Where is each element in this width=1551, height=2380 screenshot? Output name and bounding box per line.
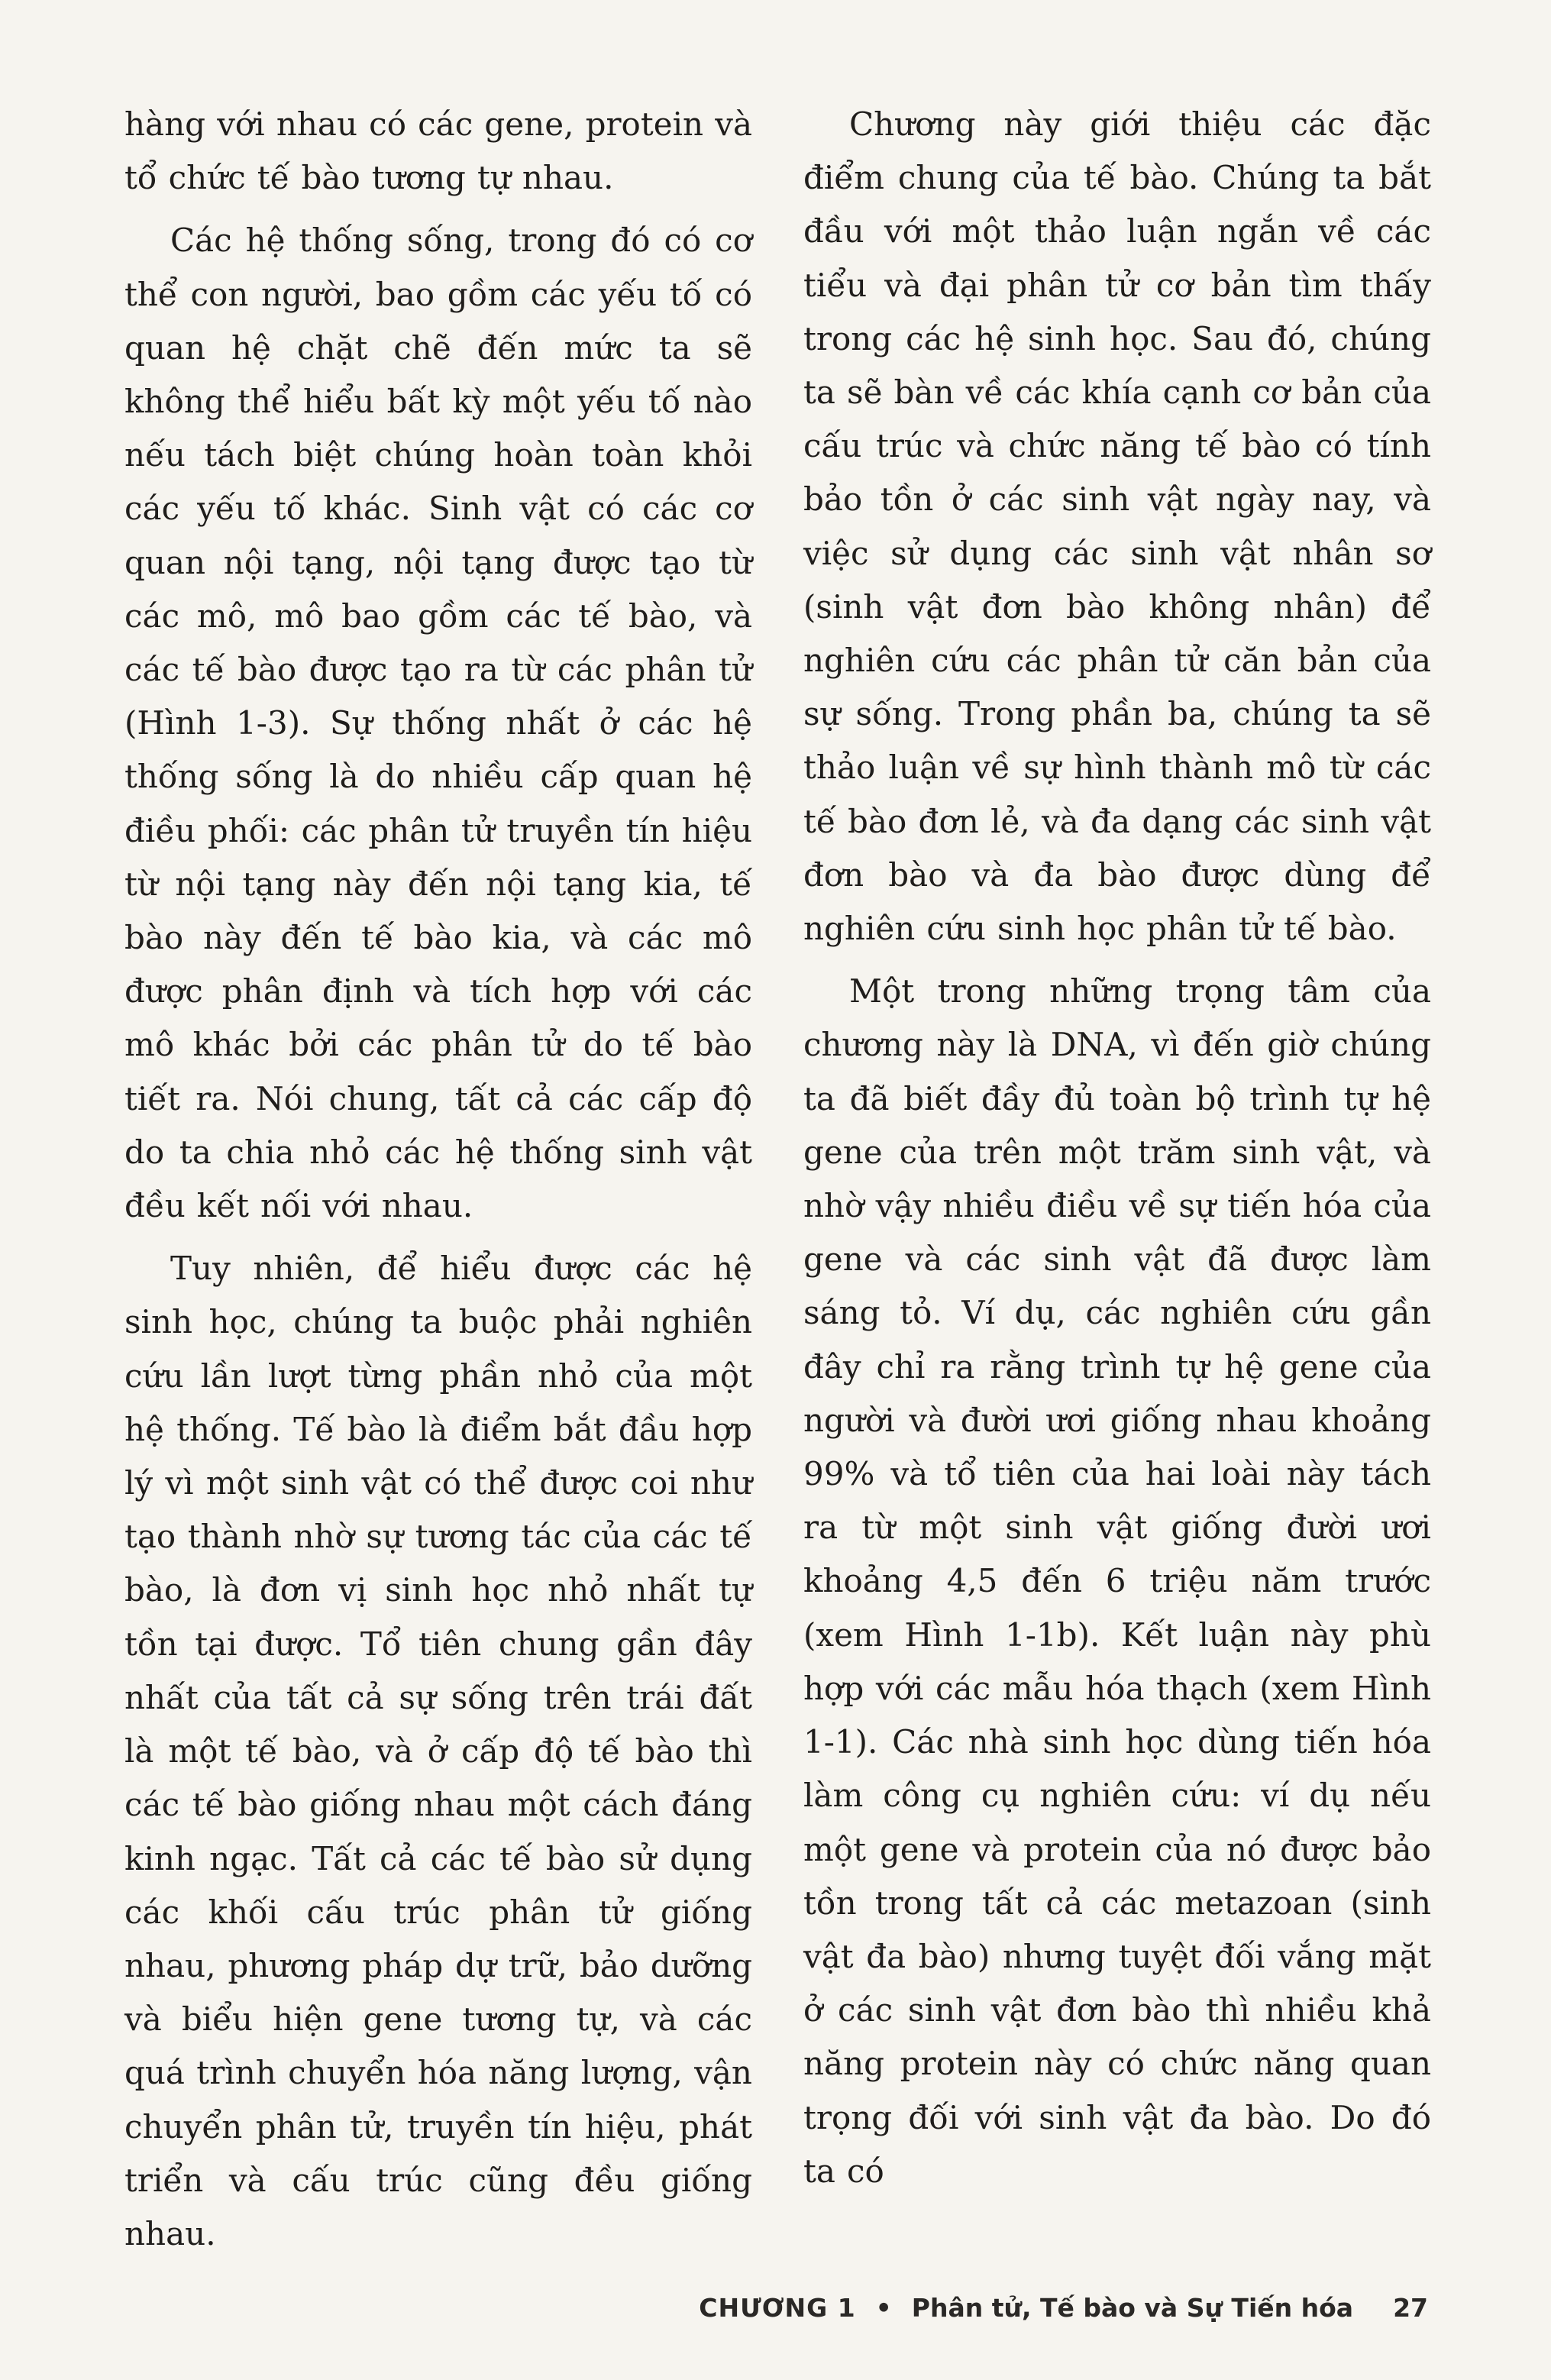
page-number: 27 — [1393, 2293, 1428, 2323]
paragraph: hàng với nhau có các gene, protein và tổ chức tế bào tương tự nhau. — [124, 105, 752, 197]
page-footer — [0, 2293, 1428, 2323]
left-column — [124, 98, 752, 2270]
chapter-title: Phân tử, Tế bào và Sự Tiến hóa — [911, 2293, 1354, 2323]
paragraph: Tuy nhiên, để hiểu được các hệ sinh học, chúng ta buộc phải nghiên cứu lần lượt từng phần nhỏ của một hệ thống. Tế bào là điểm bắt đầu hợp lý vì một sinh vật có thể được coi như tạo thành nhờ sự tương tác của các tế bào, là đơn vị sinh học nhỏ nhất tự tồn tại được. Tổ tiên chung gần đây nhất của tất cả sự sống trên trái đất là một tế bào, và ở cấp độ tế bào thì các tế bào giống nhau một cách đáng kinh ngạc. Tất cả các tế bào sử dụng các khối cấu trúc phân tử giống nhau, phương pháp dự trữ, bảo dưỡng và biểu hiện gene tương tự, và các quá trình chuyển hóa năng lượng, vận chuyển phân tử, truyền tín hiệu, phát triển và cấu trúc cũng đều giống nhau. — [124, 1250, 752, 2252]
chapter-label: CHƯƠNG 1 — [699, 2293, 856, 2323]
paragraph: Các hệ thống sống, trong đó có cơ thể con người, bao gồm các yếu tố có quan hệ chặt chẽ đến mức ta sẽ không thể hiểu bất kỳ một yếu tố nào nếu tách biệt chúng hoàn toàn khỏi các yếu tố khác. Sinh vật có các cơ quan nội tạng, nội tạng được tạo từ các mô, mô bao gồm các tế bào, và các tế bào được tạo ra từ các phân tử (Hình 1-3). Sự thống nhất ở các hệ thống sống là do nhiều cấp quan hệ điều phối: các phân tử truyền tín hiệu từ nội tạng này đến nội tạng kia, tế bào này đến tế bào kia, và các mô được phân định và tích hợp với các mô khác bởi các phân tử do tế bào tiết ra. Nói chung, tất cả các cấp độ do ta chia nhỏ các hệ thống sinh vật đều kết nối với nhau. — [124, 222, 752, 1225]
paragraph: Một trong những trọng tâm của chương này là DNA, vì đến giờ chúng ta đã biết đầy đủ toàn bộ trình tự hệ gene của trên một trăm sinh vật, và nhờ vậy nhiều điều về sự tiến hóa của gene và các sinh vật đã được làm sáng tỏ. Ví dụ, các nghiên cứu gần đây chỉ ra rằng trình tự hệ gene của người và đười ươi giống nhau khoảng 99% và tổ tiên của hai loài này tách ra từ một sinh vật giống đười ươi khoảng 4,5 đến 6 triệu năm trước (xem Hình 1-1b). Kết luận này phù hợp với các mẫu hóa thạch (xem Hình 1-1). Các nhà sinh học dùng tiến hóa làm công cụ nghiên cứu: ví dụ nếu một gene và protein của nó được bảo tồn trong tất cả các metazoan (sinh vật đa bào) nhưng tuyệt đối vắng mặt ở các sinh vật đơn bào thì nhiều khả năng protein này có chức năng quan trọng đối với sinh vật đa bào. Do đó ta có — [803, 972, 1431, 2190]
right-column — [803, 98, 1431, 2207]
paragraph: Chương này giới thiệu các đặc điểm chung của tế bào. Chúng ta bắt đầu với một thảo luận ngắn về các tiểu và đại phân tử cơ bản tìm thấy trong các hệ sinh học. Sau đó, chúng ta sẽ bàn về các khía cạnh cơ bản của cấu trúc và chức năng tế bào có tính bảo tồn ở các sinh vật ngày nay, và việc sử dụng các sinh vật nhân sơ (sinh vật đơn bào không nhân) để nghiên cứu các phân tử căn bản của sự sống. Trong phần ba, chúng ta sẽ thảo luận về sự hình thành mô từ các tế bào đơn lẻ, và đa dạng các sinh vật đơn bào và đa bào được dùng để nghiên cứu sinh học phân tử tế bào. — [803, 105, 1431, 948]
footer-separator: • — [875, 2293, 892, 2323]
